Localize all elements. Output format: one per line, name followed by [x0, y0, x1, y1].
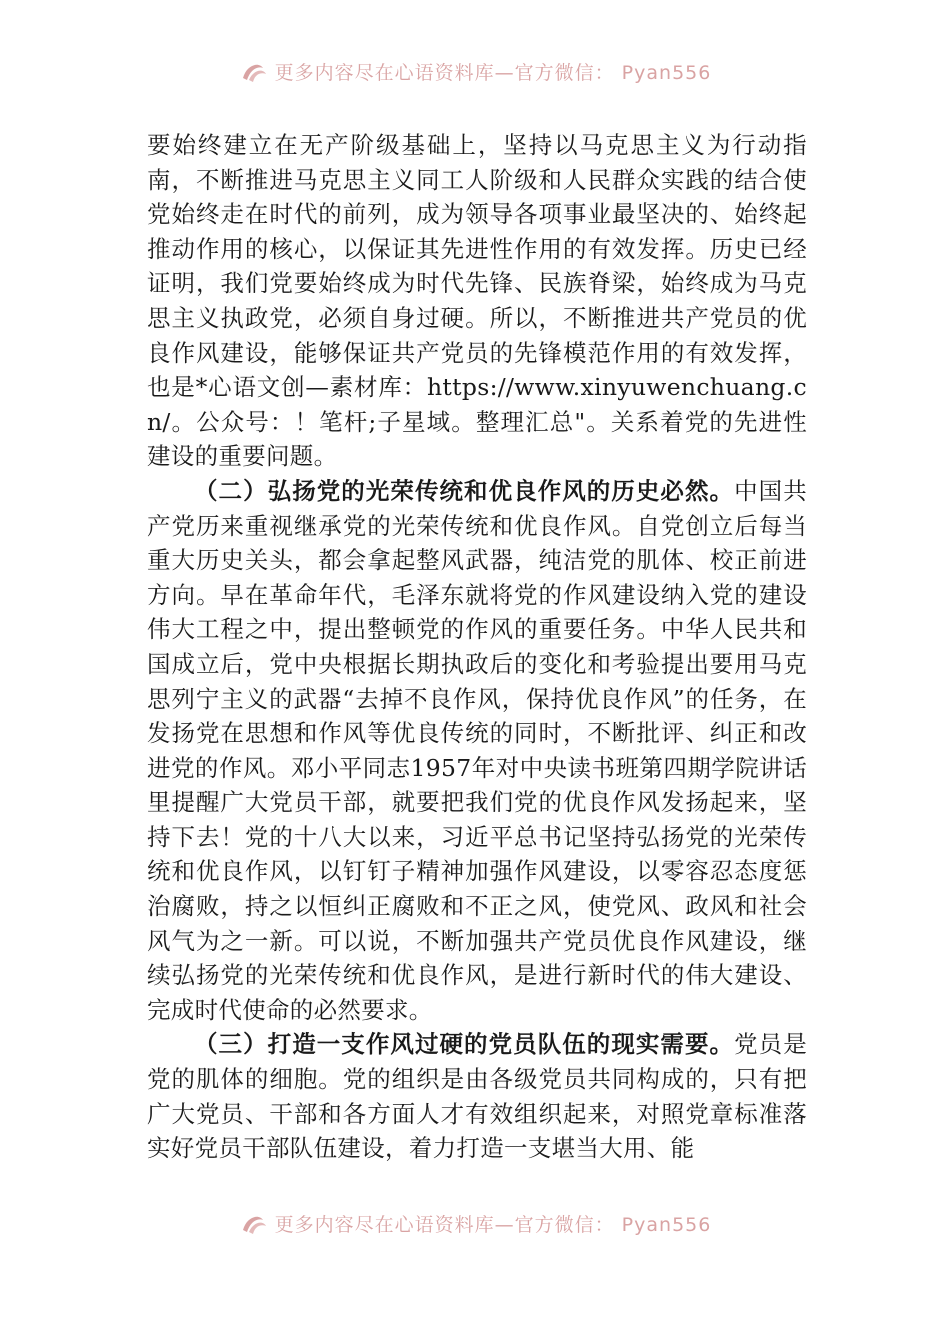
section-heading-2: （二）弘扬党的光荣传统和优良作风的历史必然。 [194, 476, 735, 505]
paragraph-2-text: 中国共产党历来重视继承党的光荣传统和优良作风。自党创立后每当重大历史关头，都会拿起整风武器，纯洁党的肌体、校正前进方向。早在革命年代，毛泽东就将党的作风建设纳入党的建设伟大工程之中，提出整顿党的作风的重要任务。中华人民共和国成立后，党中央根据长期执政后的变化和考验提出要用马克思列宁主义的武器“去掉不良作风，保持优良作风”的任务，在发扬党在思想和作风等优良传统的同时，不断批评、纠正和改进党的作风。邓小平同志1957年对中央读书班第四期学院讲话里提醒广大党员干部，就要把我们党的优良作风发扬起来，坚持下去！党的十八大以来，习近平总书记坚持弘扬党的光荣传统和优良作风，以钉钉子精神加强作风建设，以零容忍态度惩治腐败，持之以恒纠正腐败和不正之风，使党风、政风和社会风气为之一新。可以说，不断加强共产党员优良作风建设，继续弘扬党的光荣传统和优良作风，是进行新时代的伟大建设、完成时代使命的必然要求。 [147, 476, 807, 1024]
paragraph-2 [147, 474, 807, 1028]
paragraph-1 [147, 128, 807, 474]
paragraph-3-text: 党员是党的肌体的细胞。党的组织是由各级党员共同构成的，只有把广大党员、干部和各方面人才有效组织起来，对照党章标准落实好党员干部队伍建设，着力打造一支堪当大用、能 [147, 1030, 807, 1163]
document-body [147, 128, 807, 1166]
brand-logo-icon [239, 1210, 269, 1236]
footer-watermark [0, 1208, 950, 1238]
paragraph-3 [147, 1027, 807, 1165]
watermark-text: 更多内容尽在心语资料库—官方微信： Pyan556 [274, 61, 712, 84]
paragraph-1-text: 要始终建立在无产阶级基础上，坚持以马克思主义为行动指南，不断推进马克思主义同工人阶级和人民群众实践的结合使党始终走在时代的前列，成为领导各项事业最坚决的、始终起推动作用的核心，以保证其先进性作用的有效发挥。历史已经证明，我们党要始终成为时代先锋、民族脊梁，始终成为马克思主义执政党，必须自身过硬。所以，不断推进共产党员的优良作风建设，能够保证共产党员的先锋模范作用的有效发挥，也是*心语文创—素材库：https://www.xinyuwenchuang.cn/。公众号：！笔杆;子星域。整理汇总"。关系着党的先进性建设的重要问题。 [147, 131, 807, 471]
watermark-text: 更多内容尽在心语资料库—官方微信： Pyan556 [274, 1213, 712, 1236]
header-watermark [0, 56, 950, 86]
brand-logo-icon [239, 58, 269, 84]
section-heading-3: （三）打造一支作风过硬的党员队伍的现实需要。 [194, 1030, 735, 1059]
